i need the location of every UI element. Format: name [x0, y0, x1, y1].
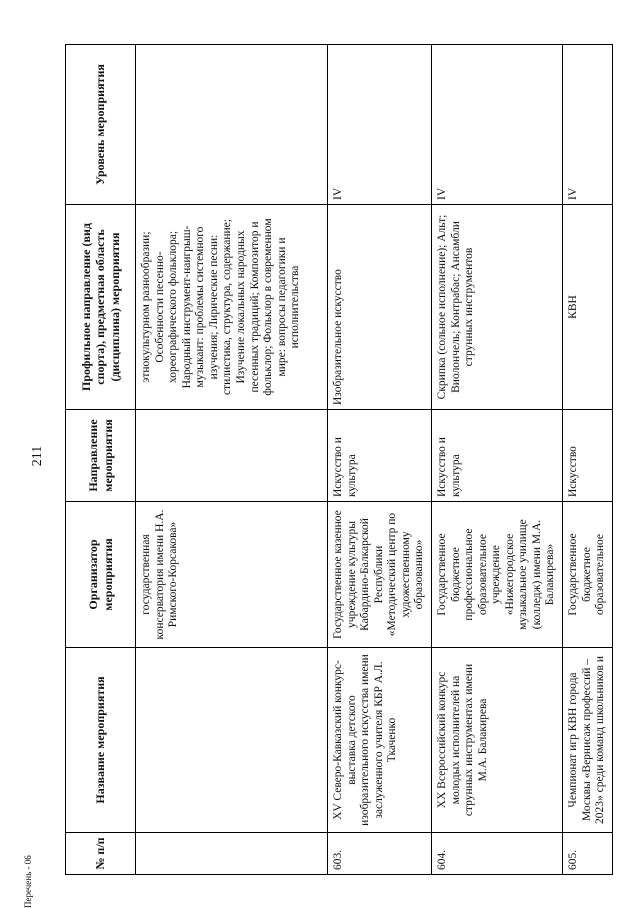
cell-name: XX Всероссийский конкурс молодых исполнителей на струнных инструментах имени М.А. Балакирева [431, 648, 562, 833]
rotated-table-area [65, 45, 607, 875]
cell-organizer: Государственное казенное учреждение культуры Кабардино-Балкарской Республики «Методический центр по художественному образованию» [328, 502, 432, 648]
cell-level: IV [431, 45, 562, 205]
cell-level: IV [328, 45, 432, 205]
page-number: 211 [30, 445, 45, 467]
cell-num: 604. [431, 833, 562, 875]
cell-profile: этнокультурном разнообразии; Особенности песенно-хореографического фольклора; Народный инструмент-наигрыш-музыкант: проблемы системного изучения; Лирические песни: стилистика, структура, содержание; Изучение локальных народных песенных традиций; Композитор и фольклор; Фольклор в современном мире: вопросы педагогики и исполнительства [136, 205, 328, 410]
header-row [66, 45, 136, 875]
header-direction: Направление мероприятия [66, 410, 136, 502]
cell-profile: Изобразительное искусство [328, 205, 432, 410]
events-table [65, 44, 613, 875]
cell-num [136, 833, 328, 875]
cell-level: IV [563, 45, 613, 205]
cell-name [136, 648, 328, 833]
table-row [136, 45, 328, 875]
cell-num: 605. [563, 833, 613, 875]
header-level: Уровень мероприятия [66, 45, 136, 205]
cell-profile: Скрипка (сольное исполнение); Альт; Виолончель; Контрабас; Ансамбли струнных инструментов [431, 205, 562, 410]
cell-organizer: Государственное бюджетное профессиональное образовательное учреждение «Нижегородское музыкальное училище (колледж) имени М.А. Балакирева» [431, 502, 562, 648]
cell-direction: Искусство [563, 410, 613, 502]
cell-level [136, 45, 328, 205]
table-row [563, 45, 613, 875]
cell-name: XV Северо-Кавказский конкурс-выставка детского изобразительного искусства имени заслуженного учителя КБР А.Л. Ткаченко [328, 648, 432, 833]
table-row [328, 45, 432, 875]
cell-organizer: Государственное бюджетное образовательное [563, 502, 613, 648]
header-profile: Профильное направление (вид спорта), предметная область (дисциплина) мероприятия [66, 205, 136, 410]
cell-organizer: государственная консерватория имени Н.А. Римского-Корсакова» [136, 502, 328, 648]
cell-profile: КВН [563, 205, 613, 410]
header-num: № п/п [66, 833, 136, 875]
cell-direction: Искусство и культура [431, 410, 562, 502]
table-row [431, 45, 562, 875]
cell-name: Чемпионат игр КВН города Москвы «Вернисаж профессий – 2023» среди команд школьников и [563, 648, 613, 833]
footer-note: Перечень - 06 [23, 855, 33, 908]
cell-num: 603. [328, 833, 432, 875]
cell-direction: Искусство и культура [328, 410, 432, 502]
cell-direction [136, 410, 328, 502]
header-name: Название мероприятия [66, 648, 136, 833]
rotated-table-content [65, 45, 607, 875]
header-organizer: Организатор мероприятия [66, 502, 136, 648]
